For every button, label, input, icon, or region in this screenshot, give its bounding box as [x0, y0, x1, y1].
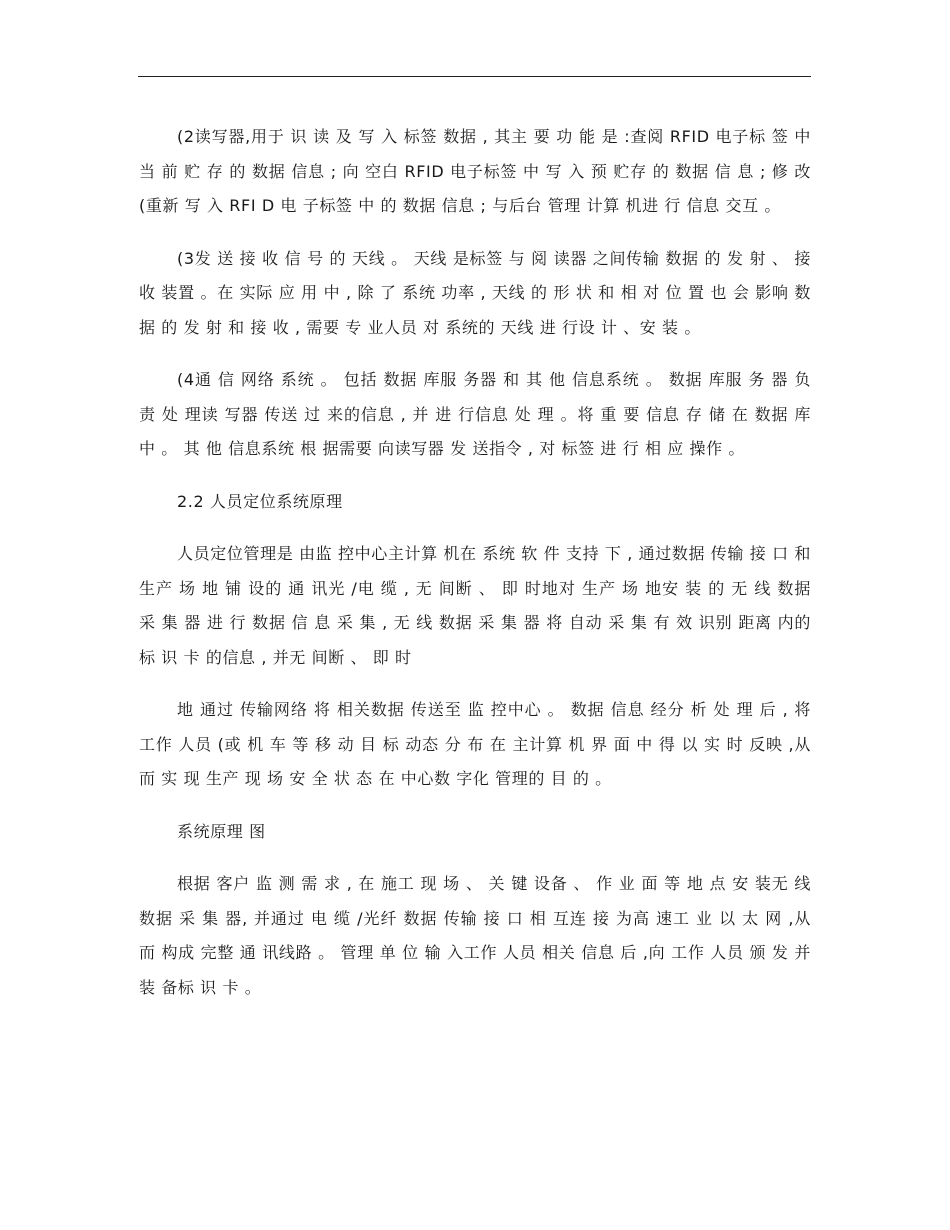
paragraph-installation: 根据 客户 监 测 需 求 , 在 施工 现 场 、 关 键 设备 、 作 业 面 等 地 点 安 装无 线 数据 采 集 器, 并通过 电 缆 /光纤 数据 传输 接 口 相 互连 接 为高 速工 业 以 太 网 ,从 而 构成 完整 通 讯线路 。 管理 单 位 输 入工作 人员 相关 信息 后 ,向 工作 人员 颁 发 并装 备标 识 卡 。 [139, 874, 811, 997]
paragraph-positioning: 人员定位管理是 由监 控中心主计算 机在 系统 软 件 支持 下 , 通过数据 传输 接 口 和 生产 场 地 铺 设的 通 讯光 /电 缆 , 无 间断 、 即 时地对 生产 场 地安 装 的 无 线 数据 采 集 器 进 行 数据 信 息 采 集 , 无 线 数据 采 集 器 将 自动 采 集 有 效 识别 距离 内的标 识 卡 的信息 , 并无 间断 、 即 时 [139, 544, 811, 667]
section-heading: 2.2 人员定位系统原理 [177, 491, 343, 511]
header-rule [138, 76, 811, 77]
paragraph-antenna: (3发 送 接 收 信 号 的 天线 。 天线 是标签 与 阅 读器 之间传输 数据 的 发 射 、 接 收 装置 。在 实际 应 用 中 , 除 了 系统 功率 , 天线 的 形 状 和 相 对 位 置 也 会 影响 数据 的 发 射 和 接 收 , 需要 专 业人员 对 系统的 天线 进 行设 计 、安 装 。 [139, 248, 811, 337]
paragraph-network: (4通 信 网络 系统 。 包括 数据 库服 务器 和 其 他 信息系统 。 数据 库服 务 器 负责 处 理读 写器 传送 过 来的信息 , 并 进 行信息 处 理 。将 重 要 信息 存 储 在 数据 库 中 。 其 他 信息系统 根 据需要 向读写器 发 送指令 , 对 标签 进 行 相 应 操作 。 [139, 370, 811, 458]
paragraph-reader: (2读写器,用于 识 读 及 写 入 标签 数据 , 其主 要 功 能 是 :查阅 RFID 电子标 签 中当 前 贮 存 的 数据 信息 ; 向 空白 RFID 电子标签 中 写 入 预 贮存 的 数据 信 息 ; 修 改 (重新 写 入 RFI D 电 子标签 中 的 数据 信息 ; 与后台 管理 计算 机进 行 信息 交互 。 [139, 127, 811, 215]
paragraph-transmission: 地 通过 传输网络 将 相关数据 传送至 监 控中心 。 数据 信息 经分 析 处 理 后 , 将 工作 人员 (或 机 车 等 移 动 目 标 动态 分 布 在 主计算 机 界 面 中 得 以 实 时 反映 ,从 而 实 现 生产 现 场 安 全 状 态 在 中心数 字化 管理的 目 的 。 [139, 700, 811, 788]
subsection-heading: 系统原理 图 [177, 821, 266, 841]
document-body [139, 120, 811, 1023]
